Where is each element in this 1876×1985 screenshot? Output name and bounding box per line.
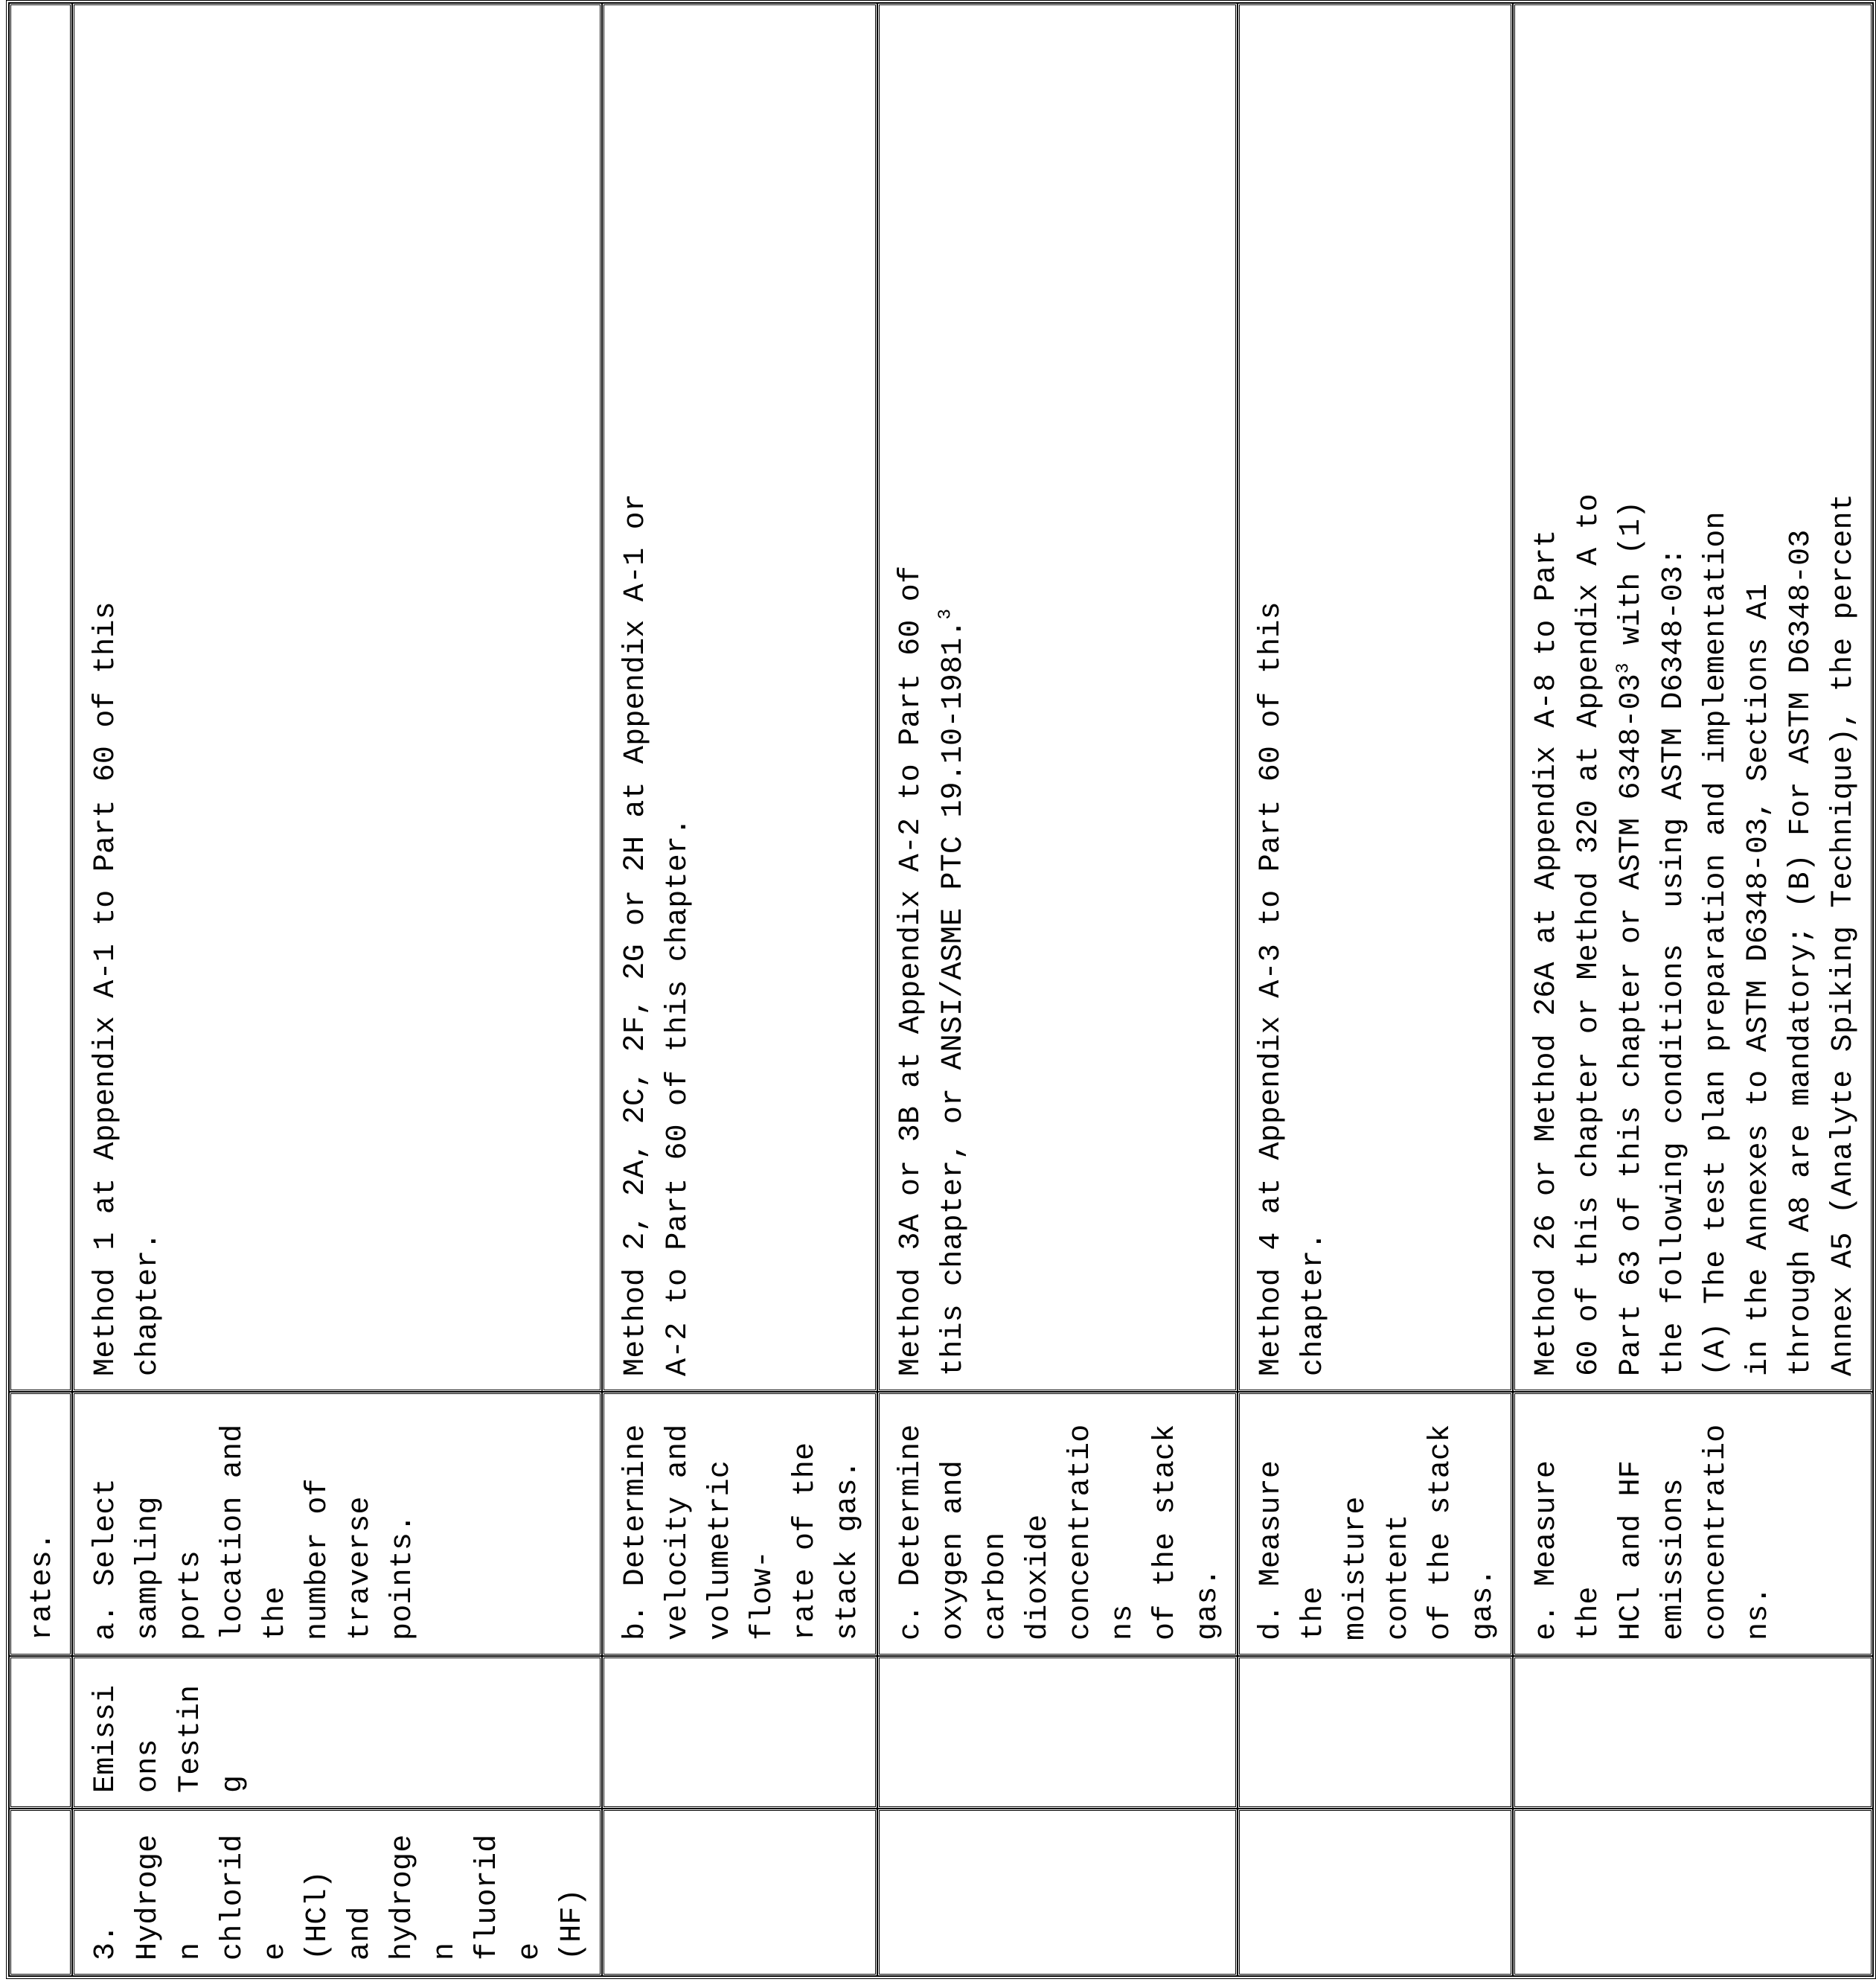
- requirement-cell: Emissions Testing: [72, 1656, 602, 1809]
- pollutant-cell: [1238, 1809, 1513, 1976]
- test-methods-table: [6, 0, 1876, 1979]
- pollutant-cell: [602, 1809, 877, 1976]
- table-row: [602, 3, 877, 1976]
- requirement-cell: [602, 1656, 877, 1809]
- table-cell: [9, 1656, 72, 1809]
- method-cell: [1513, 3, 1873, 1392]
- step-cell: c. Determine oxygen and carbon dioxide concentrations of the stack gas.: [877, 1392, 1238, 1656]
- step-cell: d. Measure the moisture content of the stack gas.: [1238, 1392, 1513, 1656]
- table-row: [1238, 3, 1513, 1976]
- footnote-ref: 3: [935, 608, 956, 620]
- method-text: Method 3A or 3B at Appendix A-2 to Part 60 of this chapter, or ANSI/ASME PTC 19.10-1981.: [894, 565, 970, 1376]
- method-cell: Method 1 at Appendix A-1 to Part 60 of this chapter.: [72, 3, 602, 1392]
- requirement-cell: [877, 1656, 1238, 1809]
- table-row: [1513, 3, 1873, 1976]
- method-text: Method 26 or Method 26A at Appendix A-8 to Part 60 of this chapter or Method 320 at Appendix A to Part 63 of this chapter or ASTM 6348-03: [1530, 493, 1648, 1376]
- step-cell: e. Measure the HCl and HF emissions concentrations.: [1513, 1392, 1873, 1656]
- pollutant-cell: 3. Hydrogen chloride (HCl) and hydrogen fluoride (HF): [72, 1809, 602, 1976]
- method-text-cont: with (1) the following conditions using ASTM D6348-03: (A) The test plan preparation and implementation in the Annexes to ASTM D6348-03, Sections A1 through A8 are mandatory; (B) For ASTM D6348-03 Annex A5 (Analyte Spiking Technique), the percent: [1615, 493, 1860, 1376]
- footnote-ref: 3: [1613, 662, 1634, 674]
- step-cell: b. Determine velocity and volumetric flow- rate of the stack gas.: [602, 1392, 877, 1656]
- requirement-cell: [1238, 1656, 1513, 1809]
- step-cell: a. Select sampling ports location and the number of traverse points.: [72, 1392, 602, 1656]
- table-cell: rates.: [9, 1392, 72, 1656]
- method-cell: Method 4 at Appendix A-3 to Part 60 of this chapter.: [1238, 3, 1513, 1392]
- table-cell: [9, 3, 72, 1392]
- method-cell: [877, 3, 1238, 1392]
- table-row: [877, 3, 1238, 1976]
- table-cell: [9, 1809, 72, 1976]
- table-row: [72, 3, 602, 1976]
- method-cell: Method 2, 2A, 2C, 2F, 2G or 2H at Appendix A-1 or A-2 to Part 60 of this chapter.: [602, 3, 877, 1392]
- requirement-cell: [1513, 1656, 1873, 1809]
- pollutant-cell: [1513, 1809, 1873, 1976]
- pollutant-cell: [877, 1809, 1238, 1976]
- table-row: [9, 3, 72, 1976]
